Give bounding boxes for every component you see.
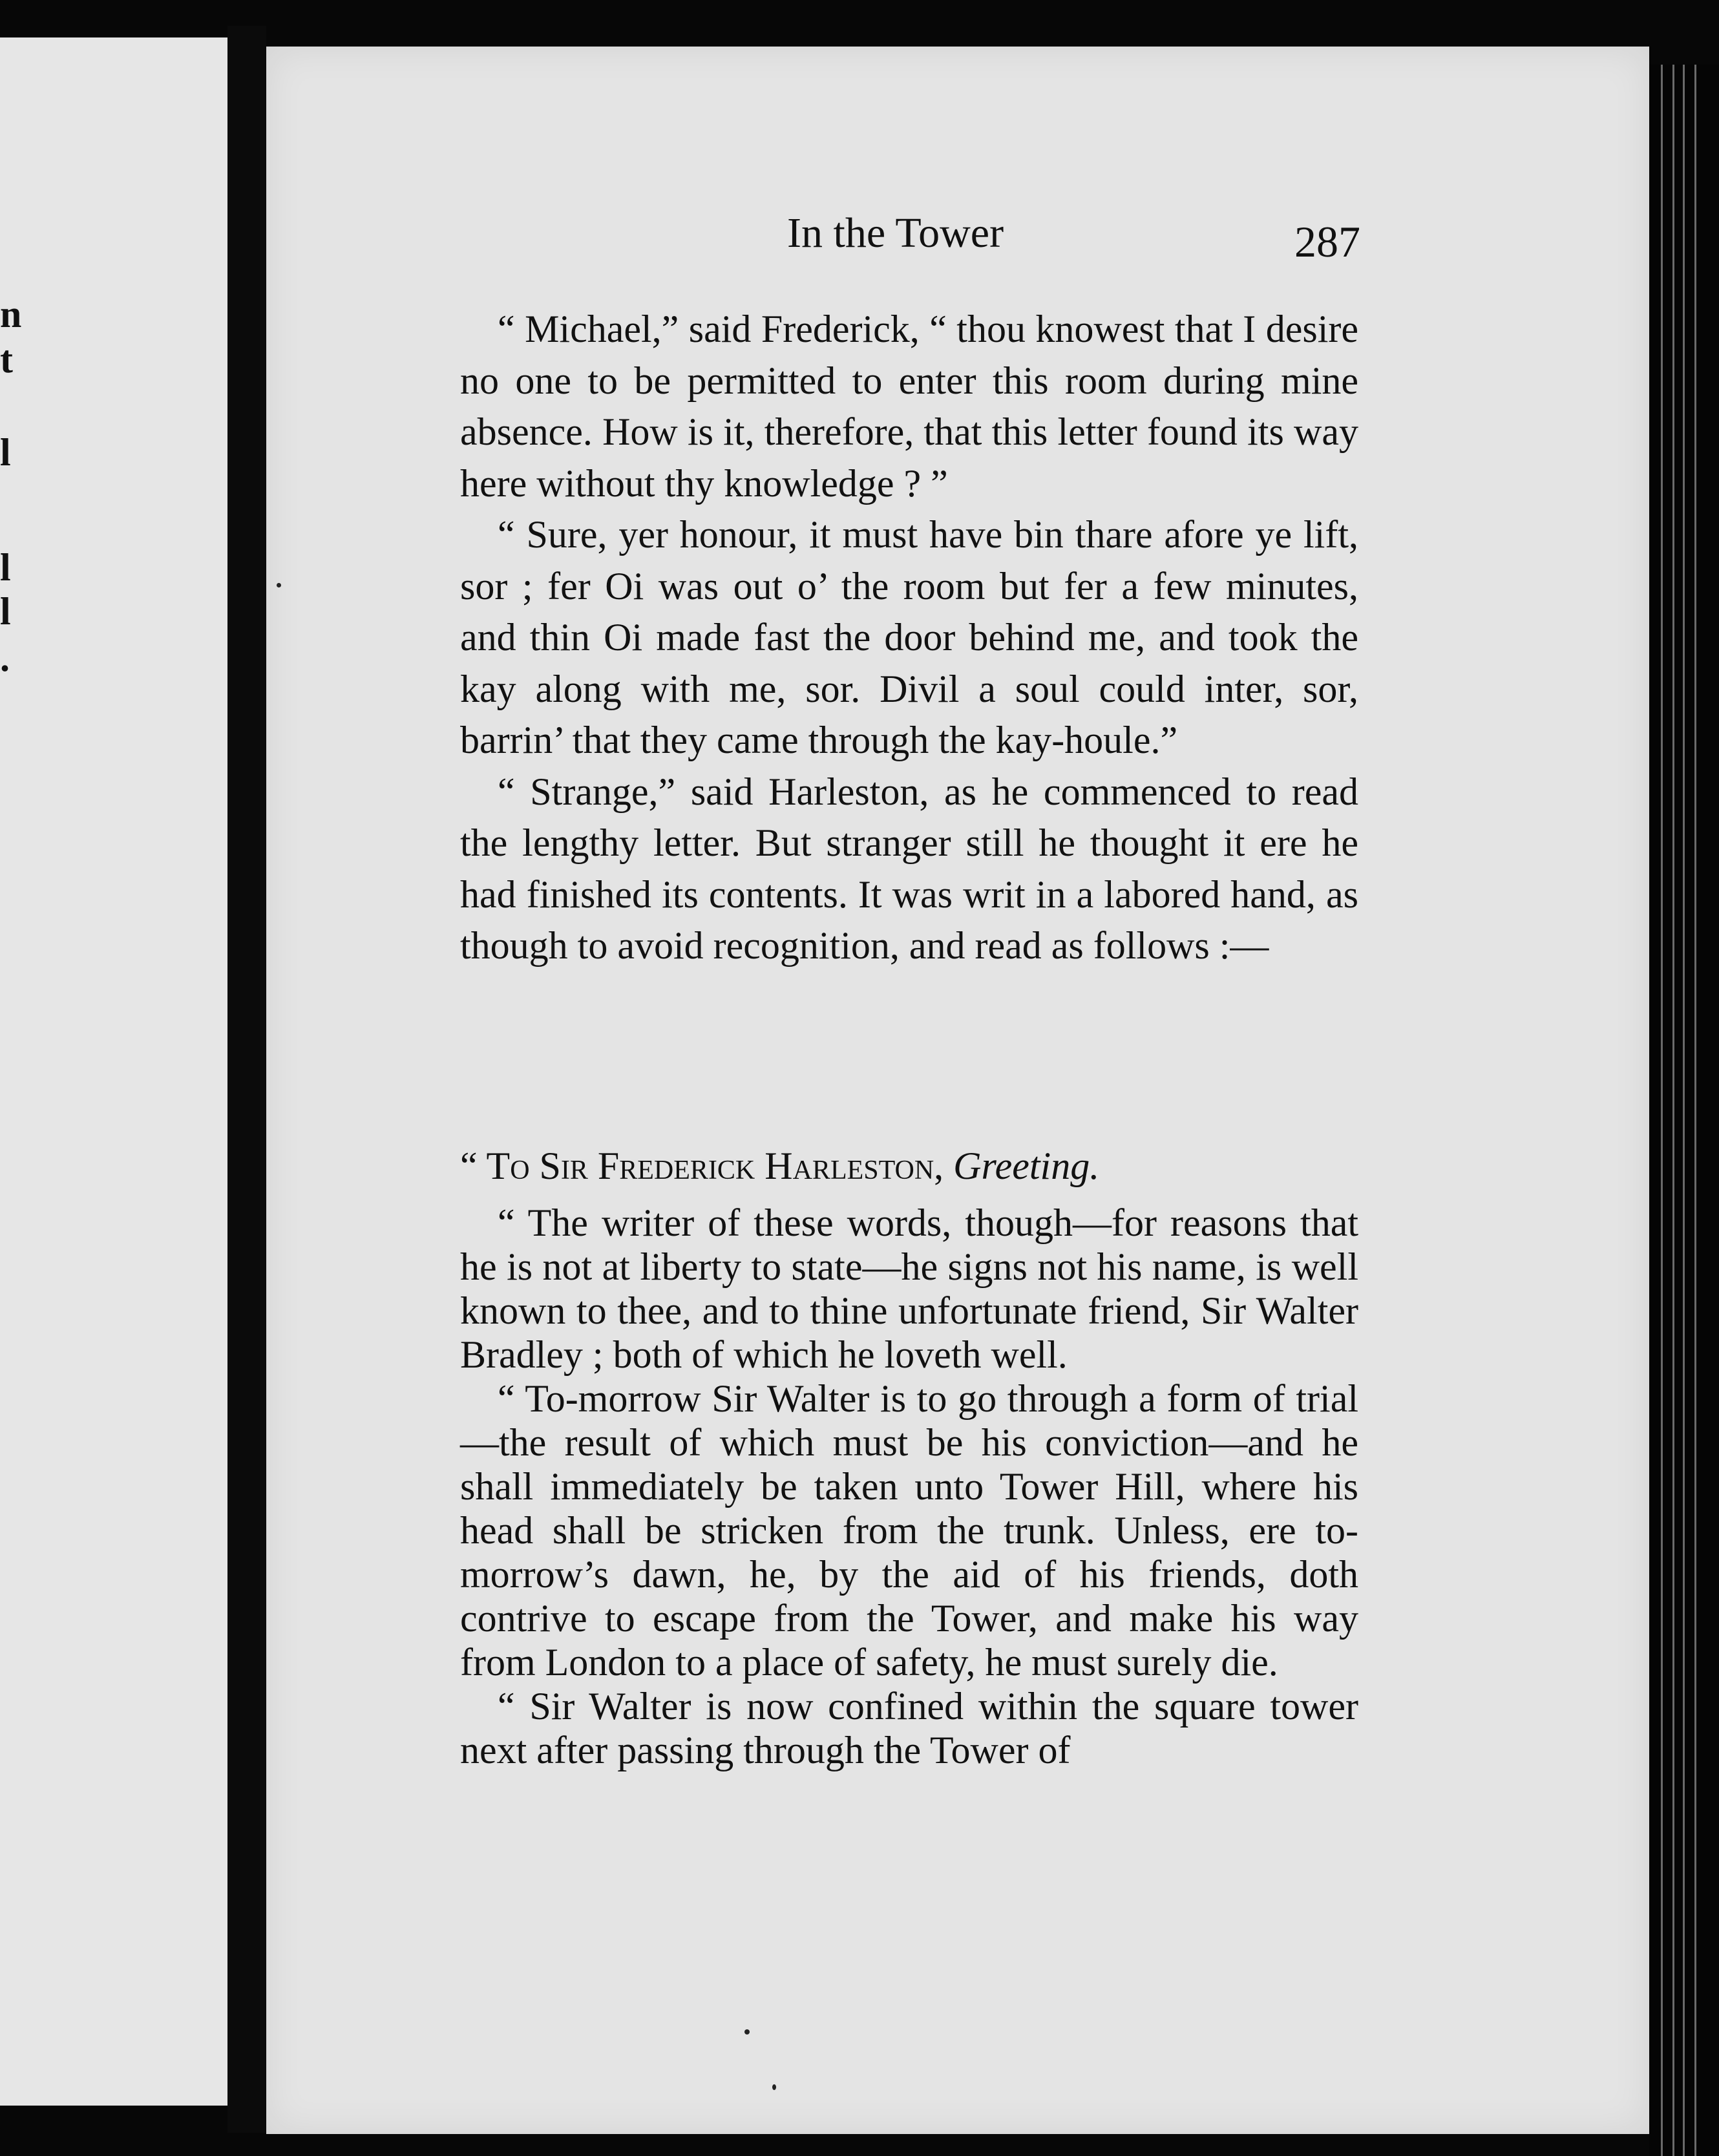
paragraph: “ Strange,” said Harleston, as he commenced to read the lengthy letter. But stranger still he thought it ere he had finished its contents. It was writ in a labored hand, as though to avoid recognition, and read as follows :— [460, 770, 1358, 967]
print-speck [277, 583, 281, 587]
running-title: In the Tower [787, 209, 1004, 257]
print-speck [772, 2084, 776, 2090]
print-speck [744, 2029, 750, 2034]
letter-paragraph: “ The writer of these words, though—for reasons that he is not at liberty to state—he signs not his name, is well known to thee, and to thine unfortunate friend, Sir Walter Bradley ; both of which he loveth well. [460, 1201, 1358, 1376]
letter-paragraph: “ Sir Walter is now confined within the square tower next after passing through the Tower of [460, 1685, 1358, 1771]
facing-page-left [0, 37, 227, 2106]
left-page-fragment: t [0, 338, 13, 381]
salutation-addressee: “ To Sir Frederick Harleston, [460, 1145, 944, 1187]
paragraph: “ Sure, yer honour, it must have bin thare afore ye lift, sor ; fer Oi was out o’ the room but fer a few minutes, and thin Oi made fast the door behind me, and took the kay along with me, sor. Divil a soul could inter, sor, barrin’ that they came through the kay-houle.” [460, 513, 1358, 761]
book-gutter [227, 26, 266, 2133]
page-number: 287 [1294, 217, 1360, 266]
page-edges [1649, 65, 1719, 2156]
left-page-fragment: l [0, 431, 11, 474]
letter-paragraph: “ To-morrow Sir Walter is to go through a form of trial—the result of which must be his conviction—and he shall immediately be taken unto Tower Hill, where his head shall be stricken from the trunk. Unless, ere to-morrow’s dawn, he, by the aid of his friends, doth contrive to escape from the Tower, and make his way from London to a place of safety, he must surely die. [460, 1377, 1358, 1684]
letter-salutation [460, 1144, 1099, 1189]
salutation-greeting: Greeting. [953, 1145, 1100, 1187]
left-page-fragment: n [0, 293, 22, 335]
letter-text [460, 1201, 1358, 1772]
paragraph: “ Michael,” said Frederick, “ thou knowest that I desire no one to be permitted to enter this room during mine absence. How is it, therefore, that this letter found its way here without thy knowledge ? ” [460, 308, 1358, 505]
left-page-fragment: . [0, 637, 10, 679]
left-page-fragment: l [0, 590, 11, 633]
narrative-text [460, 304, 1358, 972]
left-page-fragment: l [0, 546, 11, 589]
